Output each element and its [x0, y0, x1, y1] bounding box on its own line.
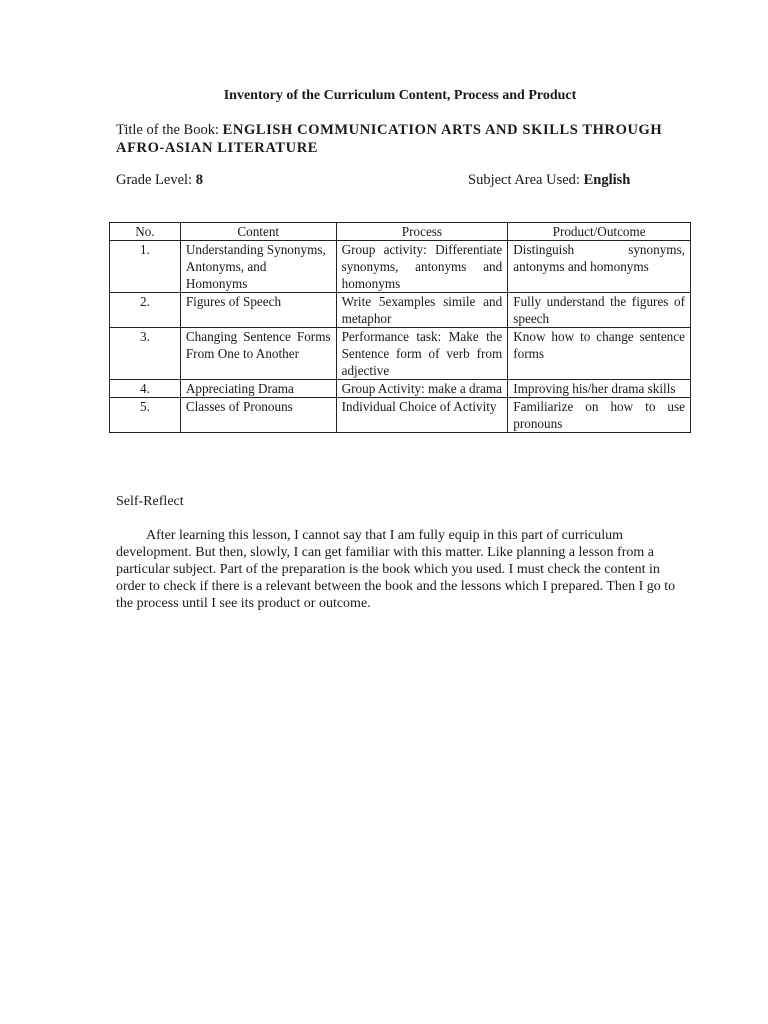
row-content: Figures of Speech [180, 293, 336, 328]
row-content: Classes of Pronouns [180, 398, 336, 433]
row-product: Familiarize on how to use pronouns [508, 398, 691, 433]
row-content: Appreciating Drama [180, 380, 336, 398]
row-product: Distinguish synonyms, antonyms and homonyms [508, 241, 691, 293]
grade-level-line [116, 172, 203, 189]
table-row [110, 293, 691, 328]
row-number: 4. [110, 380, 181, 398]
self-reflect-paragraph: After learning this lesson, I cannot say that I am fully equip in this part of curriculum development. But then, slowly, I can get familiar with this matter. Like planning a lesson from a particular subject. Part of the preparation is the book which you used. I must check the content in order to check if there is a relevant between the book and the lessons which I prepared. Then I go to the process until I see its product or outcome. [116, 528, 676, 611]
row-product: Fully understand the figures of speech [508, 293, 691, 328]
grade-level-value: 8 [195, 172, 203, 188]
row-process: Write 5examples simile and metaphor [336, 293, 508, 328]
header-process: Process [336, 223, 508, 241]
table-row [110, 398, 691, 433]
row-number: 5. [110, 398, 181, 433]
table-row [110, 380, 691, 398]
row-process: Group activity: Differentiate synonyms, antonyms and homonyms [336, 241, 508, 293]
grade-level-label: Grade Level: [116, 172, 193, 188]
header-content: Content [180, 223, 336, 241]
row-process: Performance task: Make the Sentence form of verb from adjective [336, 328, 508, 380]
self-reflect-heading: Self-Reflect [116, 494, 184, 509]
subject-area-label: Subject Area Used: [468, 172, 580, 188]
book-title-label: Title of the Book: [116, 122, 219, 138]
row-number: 1. [110, 241, 181, 293]
subject-area-value: English [583, 172, 631, 188]
subject-area-line [468, 172, 630, 189]
row-product: Know how to change sentence forms [508, 328, 691, 380]
book-title-line [116, 121, 696, 157]
row-number: 3. [110, 328, 181, 380]
header-product: Product/Outcome [508, 223, 691, 241]
table-header-row [110, 223, 691, 241]
book-title-value: ENGLISH COMMUNICATION ARTS AND SKILLS THROUGH AFRO-ASIAN LITERATURE [116, 122, 663, 156]
document-title: Inventory of the Curriculum Content, Process and Product [223, 88, 577, 103]
inventory-table [109, 222, 691, 433]
table-row [110, 241, 691, 293]
row-process: Individual Choice of Activity [336, 398, 508, 433]
header-no: No. [110, 223, 181, 241]
row-content: Changing Sentence Forms From One to Another [180, 328, 336, 380]
row-content: Understanding Synonyms, Antonyms, and Homonyms [180, 241, 336, 293]
table-row [110, 328, 691, 380]
row-process: Group Activity: make a drama [336, 380, 508, 398]
row-product: Improving his/her drama skills [508, 380, 691, 398]
row-number: 2. [110, 293, 181, 328]
